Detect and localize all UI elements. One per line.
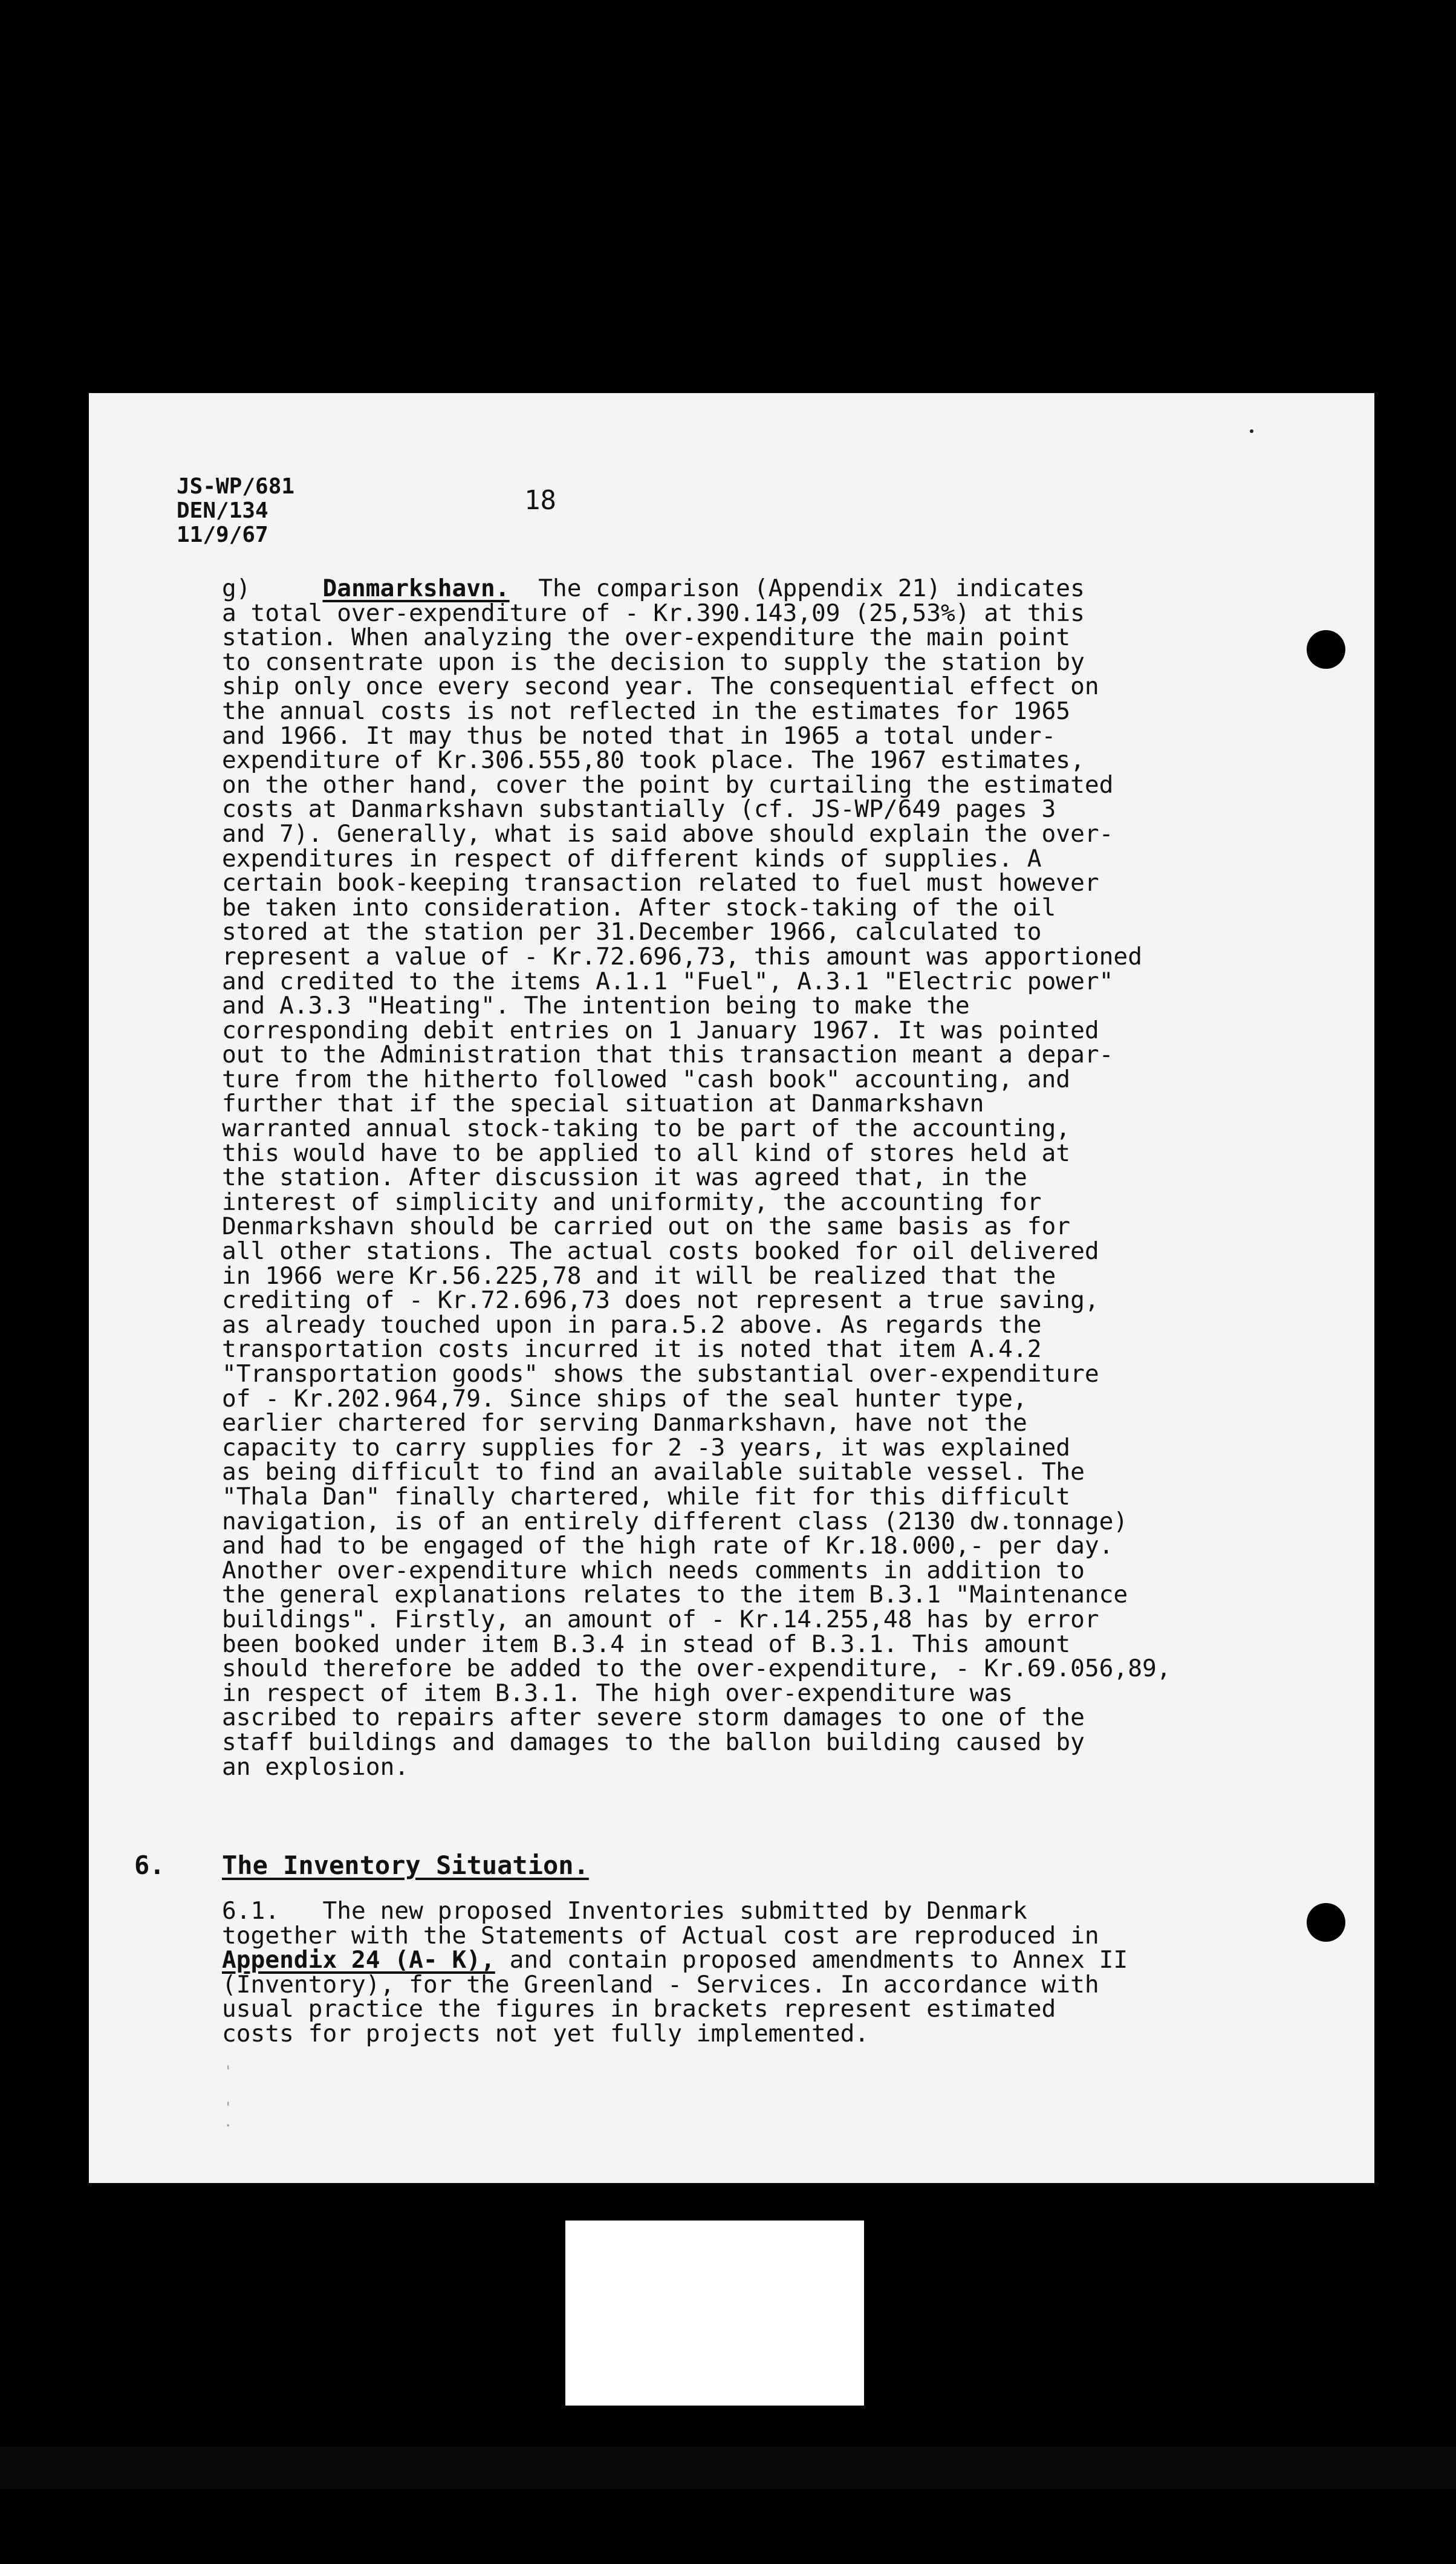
text-line: expenditure of Kr.306.555,80 took place. The 1967 estimates, [222, 746, 1085, 775]
punch-hole [1307, 1903, 1345, 1942]
reference-block [177, 475, 294, 547]
text-line: usual practice the figures in brackets represent estimated [222, 1995, 1056, 2023]
ref-line: JS-WP/681 [177, 474, 295, 499]
text-line: Another over-expenditure which needs comments in addition to [222, 1556, 1085, 1584]
blank-label [565, 2221, 864, 2406]
text-line: in respect of item B.3.1. The high over-expenditure was [222, 1679, 1013, 1707]
text-line: warranted annual stock-taking to be part of the accounting, [222, 1114, 1071, 1143]
text-line: represent a value of - Kr.72.696,73, this amount was apportioned [222, 942, 1142, 971]
text-line: stored at the station per 31.December 1966, calculated to [222, 918, 1042, 946]
paragraph-first-line [222, 576, 1328, 601]
section-title: The Inventory Situation. [222, 1850, 589, 1880]
text-line: all other stations. The actual costs booked for oil delivered [222, 1237, 1099, 1266]
text-line: ture from the hitherto followed "cash book" accounting, and [222, 1065, 1071, 1093]
text-line: (Inventory), for the Greenland - Services. In accordance with [222, 1970, 1099, 1999]
text-line: "Transportation goods" shows the substantial over-expenditure [222, 1360, 1099, 1388]
text-line: the general explanations relates to the item B.3.1 "Maintenance [222, 1581, 1128, 1609]
text-line: been booked under item B.3.4 in stead of B.3.1. This amount [222, 1630, 1071, 1658]
text-line: to consentrate upon is the decision to supply the station by [222, 648, 1085, 676]
text-line: ascribed to repairs after severe storm damages to one of the [222, 1703, 1085, 1732]
text-line: and credited to the items A.1.1 "Fuel", A.3.1 "Electric power" [222, 967, 1114, 995]
text-line: costs for projects not yet fully implemented. [222, 2019, 869, 2048]
text-line: expenditures in respect of different kinds of supplies. A [222, 844, 1042, 873]
text-line: costs at Danmarkshavn substantially (cf. JS-WP/649 pages 3 [222, 795, 1056, 824]
text-line: in 1966 were Kr.56.225,78 and it will be realized that the [222, 1261, 1056, 1290]
text-line: this would have to be applied to all kind of stores held at [222, 1139, 1071, 1167]
punch-hole [1307, 630, 1345, 669]
text-line: and 7). Generally, what is said above should explain the over- [222, 819, 1114, 848]
text-line: buildings". Firstly, an amount of - Kr.14.255,48 has by error [222, 1605, 1099, 1633]
text-line: an explosion. [222, 1752, 409, 1781]
text-line: "Thala Dan" finally chartered, while fit for this difficult [222, 1482, 1071, 1511]
paragraph-6-1 [222, 1899, 1328, 2046]
text-line: and 1966. It may thus be noted that in 1965 a total under- [222, 721, 1056, 750]
text-line: navigation, is of an entirely different class (2130 dw.tonnage) [222, 1507, 1128, 1535]
text-line: and A.3.3 "Heating". The intention being to make the [222, 992, 970, 1020]
text-line: of - Kr.202.964,79. Since ships of the seal hunter type, [222, 1384, 1027, 1413]
page-number: 18 [524, 485, 556, 516]
text-line: on the other hand, cover the point by curtailing the estimated [222, 770, 1114, 799]
text-segment: The new proposed Inventories submitted by Denmark [322, 1897, 1027, 1925]
text-line: a total over-expenditure of - Kr.390.143,09 (25,53%) at this [222, 599, 1085, 627]
paragraph-label: 6.1. [222, 1897, 280, 1925]
text-line: be taken into consideration. After stock-taking of the oil [222, 893, 1056, 922]
text-line: capacity to carry supplies for 2 -3 years, it was explained [222, 1433, 1071, 1462]
text-line: transportation costs incurred it is noted that item A.4.2 [222, 1335, 1042, 1364]
ref-line: DEN/134 [177, 498, 268, 523]
text-line: ship only once every second year. The consequential effect on [222, 672, 1099, 701]
paragraph-g [222, 576, 1328, 1779]
text-line: out to the Administration that this transaction meant a depar- [222, 1041, 1114, 1069]
text-line [222, 1948, 1328, 1973]
text-line: The comparison (Appendix 21) indicates [538, 574, 1085, 602]
document-page [89, 393, 1374, 2183]
section-number: 6. [134, 1850, 165, 1880]
text-line: the station. After discussion it was agreed that, in the [222, 1163, 1027, 1192]
text-line: as already touched upon in para.5.2 above. As regards the [222, 1310, 1042, 1339]
paragraph-heading: Danmarkshavn. [322, 574, 510, 602]
text-line: corresponding debit entries on 1 January 1967. It was pointed [222, 1016, 1099, 1044]
text-line: further that if the special situation at Danmarkshavn [222, 1090, 984, 1118]
text-line: station. When analyzing the over-expenditure the main point [222, 623, 1071, 652]
text-line: staff buildings and damages to the ballon building caused by [222, 1728, 1085, 1756]
text-line [222, 1899, 1328, 1924]
text-line: should therefore be added to the over-expenditure, - Kr.69.056,89, [222, 1655, 1171, 1683]
margin-mark: ' ' · [224, 2063, 233, 2134]
text-line: as being difficult to find an available suitable vessel. The [222, 1458, 1085, 1486]
text-line: the annual costs is not reflected in the estimates for 1965 [222, 697, 1071, 725]
ref-line: 11/9/67 [177, 522, 268, 547]
text-line: certain book-keeping transaction related to fuel must however [222, 869, 1099, 897]
text-line: crediting of - Kr.72.696,73 does not represent a true saving, [222, 1286, 1099, 1315]
text-segment: and contain proposed amendments to Annex II [495, 1946, 1128, 1974]
text-line: and had to be engaged of the high rate of Kr.18.000,- per day. [222, 1532, 1114, 1560]
paragraph-label: g) [222, 574, 251, 602]
speck [1250, 429, 1253, 433]
section-heading [134, 1850, 589, 1880]
text-line: Denmarkshavn should be carried out on the same basis as for [222, 1212, 1071, 1241]
text-line: together with the Statements of Actual cost are reproduced in [222, 1921, 1099, 1950]
text-line: earlier chartered for serving Danmarkshavn, have not the [222, 1409, 1027, 1437]
text-line: interest of simplicity and uniformity, the accounting for [222, 1188, 1042, 1216]
appendix-reference: Appendix 24 (A- K), [222, 1946, 495, 1974]
film-strip-edge [0, 2447, 1456, 2489]
